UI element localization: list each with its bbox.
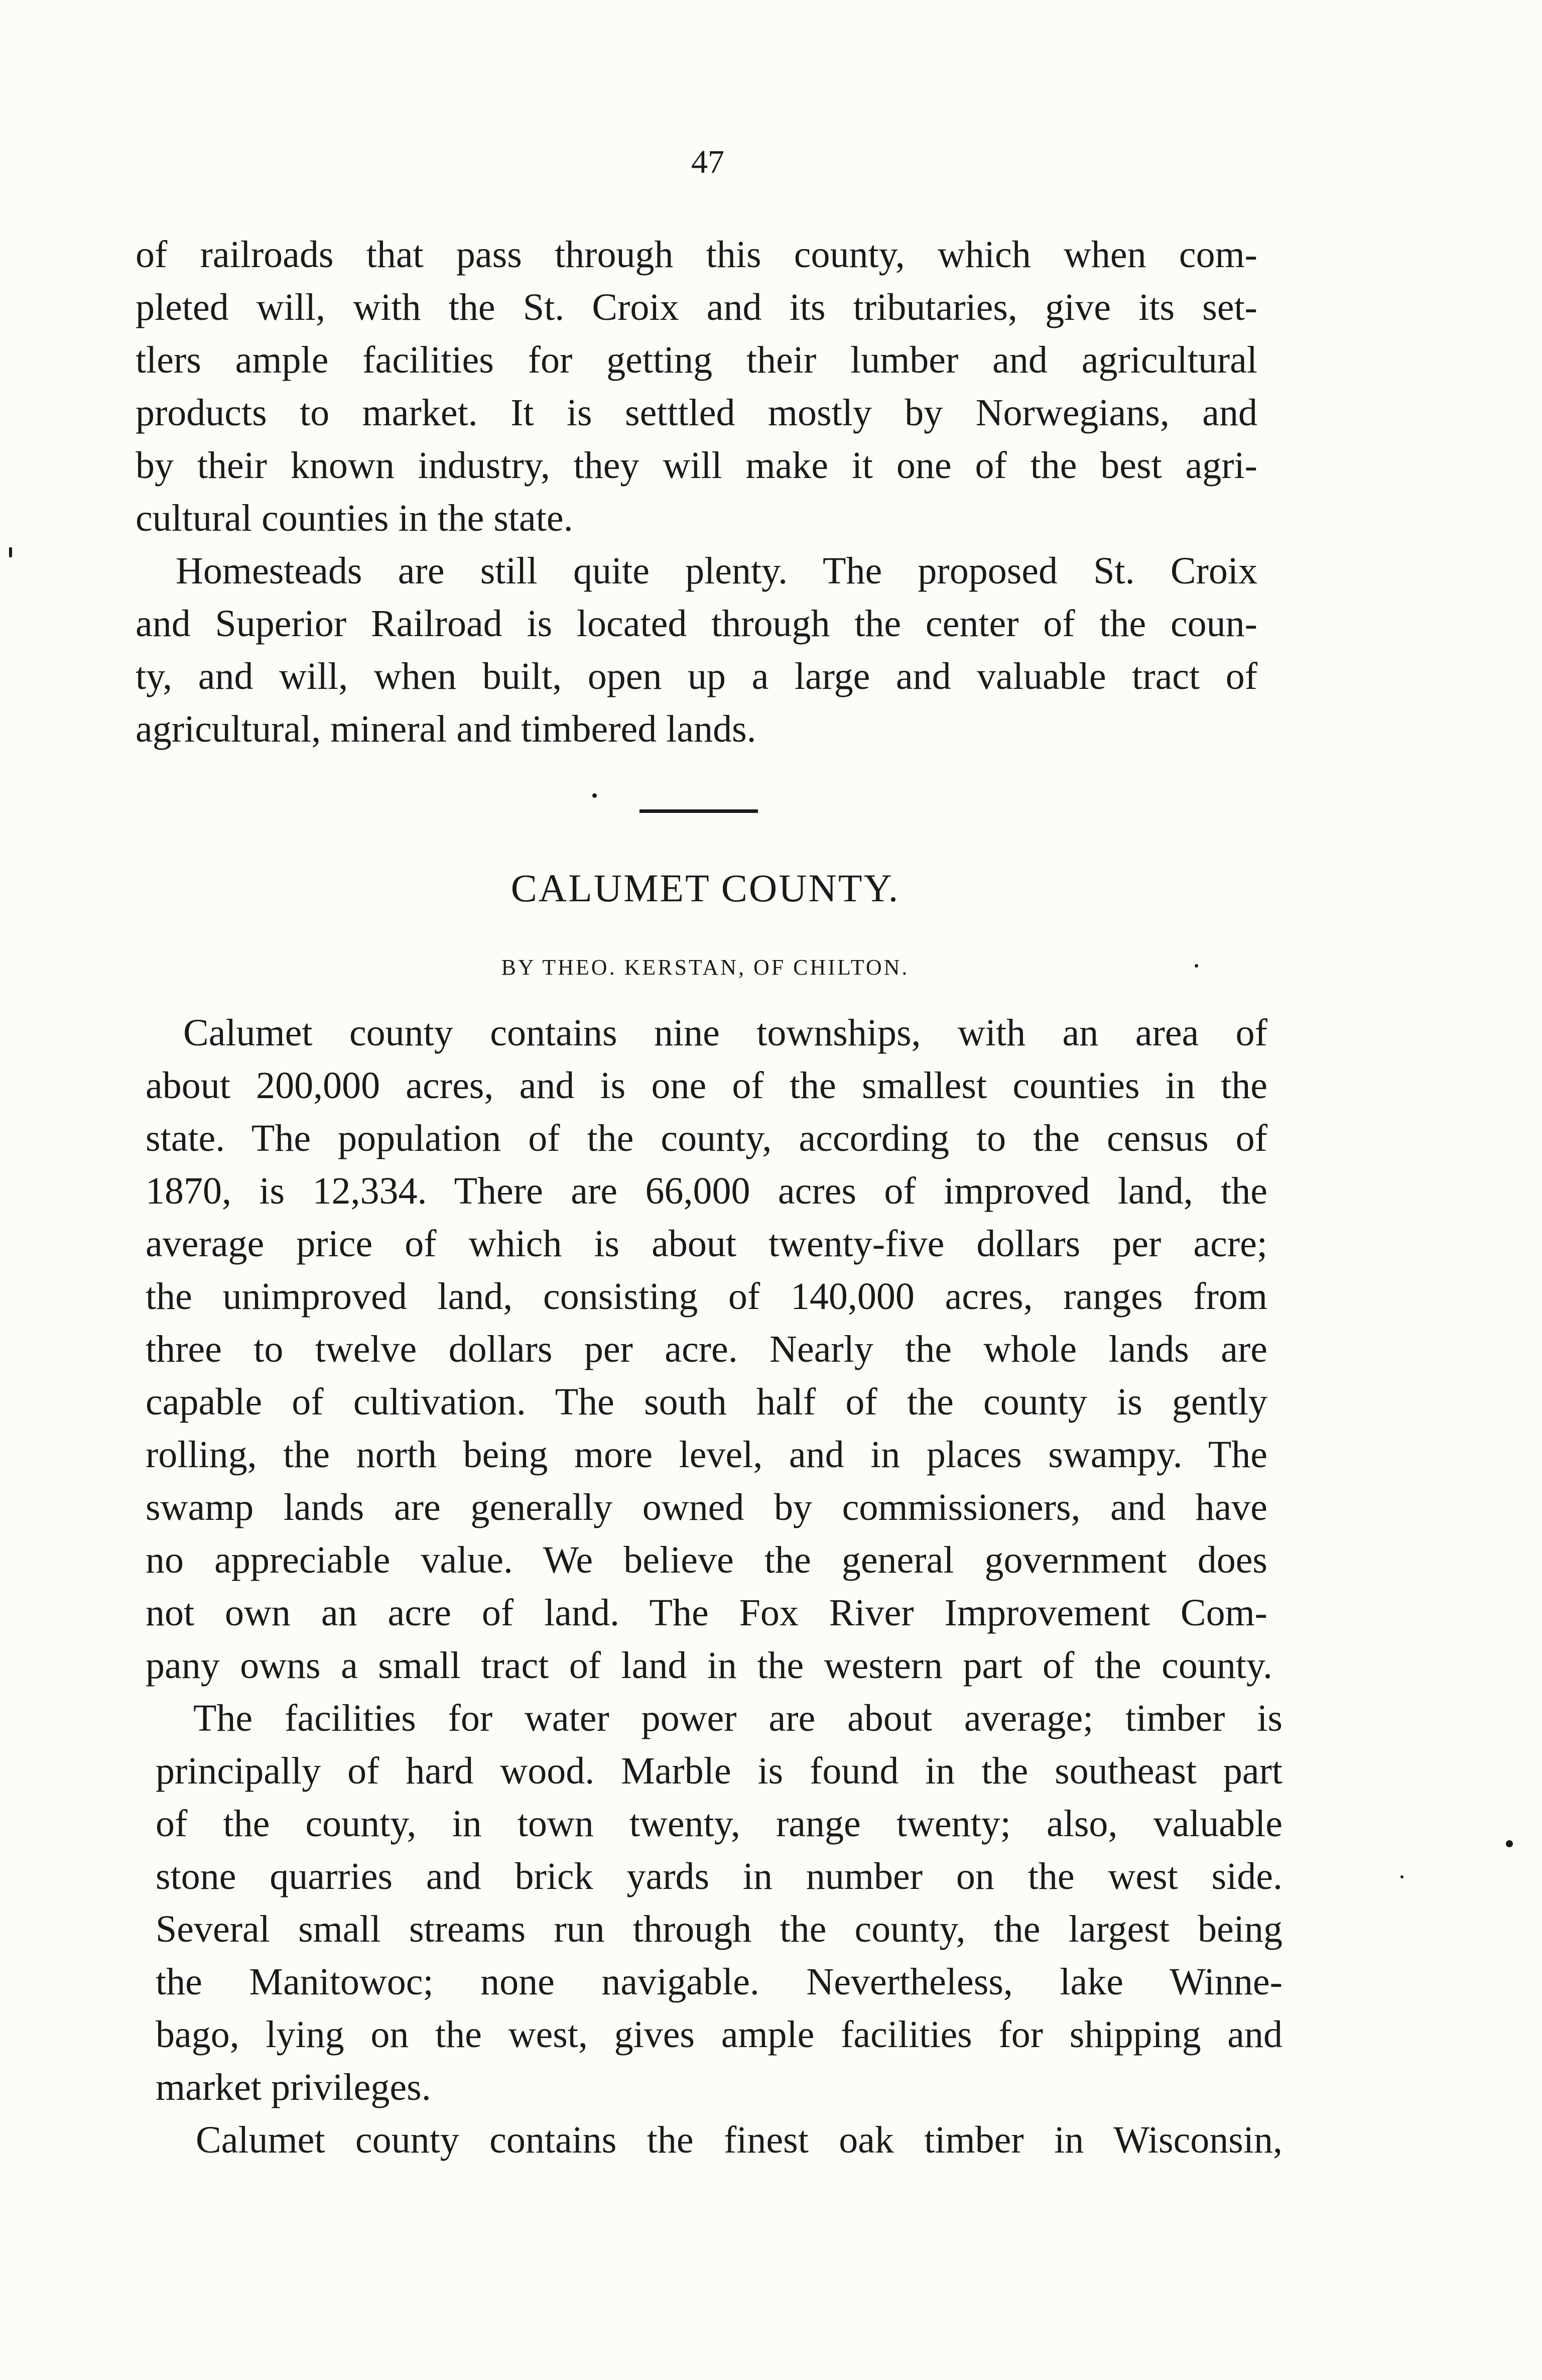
text-line: of the county, in town twenty, range twenty; also, valuable (156, 1803, 1282, 1845)
text-line: principally of hard wood. Marble is found in the southeast part (156, 1750, 1282, 1792)
text-line: Calumet county contains the finest oak timber in Wisconsin, (196, 2119, 1282, 2161)
text-line: agricultural, mineral and timbered lands. (136, 708, 756, 750)
text-line: and Superior Railroad is located through the center of the coun- (136, 603, 1257, 645)
text-line: market privileges. (156, 2066, 431, 2108)
ink-speck (592, 793, 597, 798)
ink-speck (1506, 1840, 1513, 1847)
text-line: of railroads that pass through this county, which when com- (136, 233, 1257, 276)
text-line: rolling, the north being more level, and in places swampy. The (146, 1434, 1267, 1476)
text-line: pleted will, with the St. Croix and its tributaries, give its set- (136, 286, 1257, 328)
text-line: three to twelve dollars per acre. Nearly the whole lands are (146, 1328, 1267, 1370)
text-line: bago, lying on the west, gives ample facilities for shipping and (156, 2013, 1282, 2056)
text-line: Several small streams run through the county, the largest being (156, 1908, 1282, 1950)
section-byline: BY THEO. KERSTAN, OF CHILTON. (501, 955, 910, 980)
ink-speck (1400, 1875, 1403, 1878)
text-line: average price of which is about twenty-five dollars per acre; (146, 1223, 1267, 1265)
text-line: Calumet county contains nine townships, with an area of (183, 1012, 1267, 1054)
page-number: 47 (691, 144, 724, 180)
text-line: not own an acre of land. The Fox River Improvement Com- (146, 1592, 1267, 1634)
text-line: swamp lands are generally owned by commissioners, and have (146, 1486, 1267, 1528)
ink-speck (9, 547, 12, 557)
text-line: the unimproved land, consisting of 140,000 acres, ranges from (146, 1275, 1267, 1318)
text-line: Homesteads are still quite plenty. The proposed St. Croix (176, 550, 1257, 592)
text-line: cultural counties in the state. (136, 497, 573, 539)
text-line: state. The population of the county, according to the census of (146, 1117, 1267, 1159)
ink-speck (1195, 964, 1198, 968)
text-line: tlers ample facilities for getting their lumber and agricultural (136, 339, 1257, 381)
text-line: about 200,000 acres, and is one of the smallest counties in the (146, 1064, 1267, 1107)
text-line: pany owns a small tract of land in the western part of the county. (146, 1644, 1272, 1687)
text-line: stone quarries and brick yards in number on the west side. (156, 1855, 1282, 1897)
section-title: CALUMET COUNTY. (510, 866, 900, 910)
text-line: products to market. It is setttled mostly by Norwegians, and (136, 392, 1257, 434)
text-line: no appreciable value. We believe the general government does (146, 1539, 1267, 1581)
text-line: 1870, is 12,334. There are 66,000 acres of improved land, the (146, 1170, 1267, 1212)
section-divider (639, 809, 758, 813)
text-line: The facilities for water power are about average; timber is (193, 1697, 1282, 1739)
text-line: capable of cultivation. The south half of the county is gently (146, 1381, 1267, 1423)
text-line: by their known industry, they will make it one of the best agri- (136, 444, 1257, 487)
text-line: ty, and will, when built, open up a large and valuable tract of (136, 655, 1257, 697)
text-line: the Manitowoc; none navigable. Nevertheless, lake Winne- (156, 1961, 1282, 2003)
